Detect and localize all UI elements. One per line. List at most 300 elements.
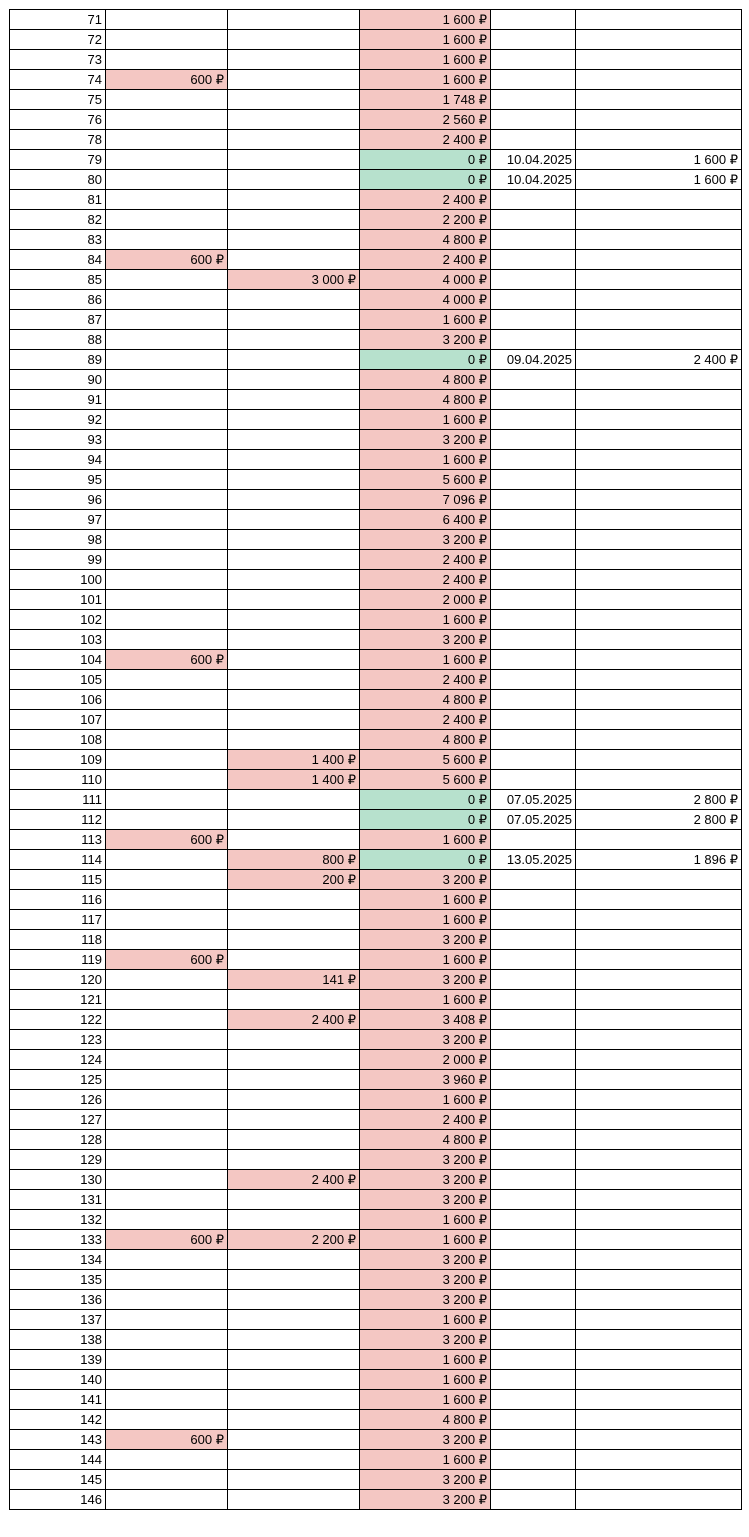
fee-cell[interactable]: [106, 770, 228, 790]
row-number-cell[interactable]: 80: [10, 170, 106, 190]
payment-amount-cell[interactable]: [576, 490, 742, 510]
extra-charge-cell[interactable]: [228, 1350, 360, 1370]
payment-date-cell[interactable]: [491, 670, 576, 690]
fee-cell[interactable]: [106, 1370, 228, 1390]
extra-charge-cell[interactable]: [228, 510, 360, 530]
payment-date-cell[interactable]: [491, 890, 576, 910]
payment-date-cell[interactable]: [491, 1090, 576, 1110]
balance-cell[interactable]: 1 600 ₽: [360, 890, 491, 910]
payment-date-cell[interactable]: [491, 410, 576, 430]
balance-cell[interactable]: 0 ₽: [360, 850, 491, 870]
balance-cell[interactable]: 1 600 ₽: [360, 1370, 491, 1390]
payment-date-cell[interactable]: [491, 390, 576, 410]
payment-date-cell[interactable]: [491, 210, 576, 230]
row-number-cell[interactable]: 76: [10, 110, 106, 130]
payment-date-cell[interactable]: [491, 870, 576, 890]
payment-amount-cell[interactable]: 2 800 ₽: [576, 810, 742, 830]
payment-date-cell[interactable]: [491, 770, 576, 790]
balance-cell[interactable]: 1 600 ₽: [360, 50, 491, 70]
payment-date-cell[interactable]: 09.04.2025: [491, 350, 576, 370]
extra-charge-cell[interactable]: [228, 1370, 360, 1390]
payment-amount-cell[interactable]: [576, 630, 742, 650]
balance-cell[interactable]: 5 600 ₽: [360, 750, 491, 770]
extra-charge-cell[interactable]: [228, 370, 360, 390]
row-number-cell[interactable]: 104: [10, 650, 106, 670]
balance-cell[interactable]: 4 000 ₽: [360, 270, 491, 290]
payment-amount-cell[interactable]: [576, 710, 742, 730]
balance-cell[interactable]: 0 ₽: [360, 170, 491, 190]
balance-cell[interactable]: 1 748 ₽: [360, 90, 491, 110]
row-number-cell[interactable]: 138: [10, 1330, 106, 1350]
row-number-cell[interactable]: 132: [10, 1210, 106, 1230]
fee-cell[interactable]: [106, 930, 228, 950]
fee-cell[interactable]: [106, 1170, 228, 1190]
balance-cell[interactable]: 3 200 ₽: [360, 1190, 491, 1210]
balance-cell[interactable]: 2 400 ₽: [360, 250, 491, 270]
extra-charge-cell[interactable]: [228, 450, 360, 470]
row-number-cell[interactable]: 84: [10, 250, 106, 270]
fee-cell[interactable]: [106, 910, 228, 930]
row-number-cell[interactable]: 78: [10, 130, 106, 150]
row-number-cell[interactable]: 139: [10, 1350, 106, 1370]
balance-cell[interactable]: 6 400 ₽: [360, 510, 491, 530]
balance-cell[interactable]: 3 200 ₽: [360, 330, 491, 350]
balance-cell[interactable]: 1 600 ₽: [360, 830, 491, 850]
row-number-cell[interactable]: 100: [10, 570, 106, 590]
fee-cell[interactable]: [106, 810, 228, 830]
balance-cell[interactable]: 3 200 ₽: [360, 1250, 491, 1270]
payment-date-cell[interactable]: [491, 70, 576, 90]
row-number-cell[interactable]: 140: [10, 1370, 106, 1390]
balance-cell[interactable]: 4 800 ₽: [360, 370, 491, 390]
balance-cell[interactable]: 0 ₽: [360, 150, 491, 170]
payment-amount-cell[interactable]: [576, 410, 742, 430]
payment-date-cell[interactable]: [491, 1270, 576, 1290]
fee-cell[interactable]: [106, 970, 228, 990]
balance-cell[interactable]: 1 600 ₽: [360, 30, 491, 50]
balance-cell[interactable]: 2 400 ₽: [360, 130, 491, 150]
balance-cell[interactable]: 4 800 ₽: [360, 690, 491, 710]
extra-charge-cell[interactable]: [228, 670, 360, 690]
payment-date-cell[interactable]: [491, 1190, 576, 1210]
balance-cell[interactable]: 3 200 ₽: [360, 1490, 491, 1510]
payment-amount-cell[interactable]: [576, 930, 742, 950]
balance-cell[interactable]: 4 800 ₽: [360, 390, 491, 410]
extra-charge-cell[interactable]: [228, 1190, 360, 1210]
payment-amount-cell[interactable]: [576, 370, 742, 390]
row-number-cell[interactable]: 122: [10, 1010, 106, 1030]
payment-amount-cell[interactable]: [576, 1430, 742, 1450]
payment-amount-cell[interactable]: [576, 1490, 742, 1510]
balance-cell[interactable]: 2 400 ₽: [360, 190, 491, 210]
row-number-cell[interactable]: 111: [10, 790, 106, 810]
extra-charge-cell[interactable]: [228, 990, 360, 1010]
balance-cell[interactable]: 1 600 ₽: [360, 1310, 491, 1330]
payment-date-cell[interactable]: [491, 230, 576, 250]
payment-date-cell[interactable]: [491, 110, 576, 130]
fee-cell[interactable]: [106, 210, 228, 230]
extra-charge-cell[interactable]: [228, 90, 360, 110]
fee-cell[interactable]: [106, 570, 228, 590]
extra-charge-cell[interactable]: [228, 1490, 360, 1510]
balance-cell[interactable]: 3 200 ₽: [360, 1270, 491, 1290]
row-number-cell[interactable]: 85: [10, 270, 106, 290]
payment-amount-cell[interactable]: [576, 1030, 742, 1050]
balance-cell[interactable]: 4 800 ₽: [360, 1130, 491, 1150]
row-number-cell[interactable]: 95: [10, 470, 106, 490]
balance-cell[interactable]: 1 600 ₽: [360, 1390, 491, 1410]
fee-cell[interactable]: [106, 510, 228, 530]
fee-cell[interactable]: [106, 230, 228, 250]
payment-date-cell[interactable]: [491, 830, 576, 850]
balance-cell[interactable]: 1 600 ₽: [360, 1210, 491, 1230]
extra-charge-cell[interactable]: [228, 910, 360, 930]
payment-date-cell[interactable]: [491, 690, 576, 710]
balance-cell[interactable]: 2 400 ₽: [360, 570, 491, 590]
extra-charge-cell[interactable]: [228, 590, 360, 610]
row-number-cell[interactable]: 136: [10, 1290, 106, 1310]
extra-charge-cell[interactable]: 141 ₽: [228, 970, 360, 990]
payment-date-cell[interactable]: [491, 930, 576, 950]
payment-amount-cell[interactable]: 2 800 ₽: [576, 790, 742, 810]
payment-date-cell[interactable]: [491, 250, 576, 270]
payment-amount-cell[interactable]: 1 600 ₽: [576, 150, 742, 170]
payment-date-cell[interactable]: [491, 450, 576, 470]
extra-charge-cell[interactable]: [228, 1090, 360, 1110]
extra-charge-cell[interactable]: [228, 1070, 360, 1090]
payment-amount-cell[interactable]: [576, 870, 742, 890]
payment-amount-cell[interactable]: [576, 830, 742, 850]
row-number-cell[interactable]: 82: [10, 210, 106, 230]
payment-amount-cell[interactable]: [576, 1110, 742, 1130]
payment-amount-cell[interactable]: [576, 1090, 742, 1110]
extra-charge-cell[interactable]: [228, 630, 360, 650]
row-number-cell[interactable]: 98: [10, 530, 106, 550]
row-number-cell[interactable]: 144: [10, 1450, 106, 1470]
row-number-cell[interactable]: 113: [10, 830, 106, 850]
row-number-cell[interactable]: 86: [10, 290, 106, 310]
row-number-cell[interactable]: 88: [10, 330, 106, 350]
fee-cell[interactable]: [106, 1050, 228, 1070]
payment-amount-cell[interactable]: [576, 190, 742, 210]
fee-cell[interactable]: [106, 170, 228, 190]
extra-charge-cell[interactable]: [228, 1150, 360, 1170]
fee-cell[interactable]: [106, 590, 228, 610]
extra-charge-cell[interactable]: [228, 350, 360, 370]
fee-cell[interactable]: 600 ₽: [106, 830, 228, 850]
fee-cell[interactable]: [106, 50, 228, 70]
balance-cell[interactable]: 1 600 ₽: [360, 650, 491, 670]
extra-charge-cell[interactable]: 1 400 ₽: [228, 770, 360, 790]
extra-charge-cell[interactable]: [228, 490, 360, 510]
extra-charge-cell[interactable]: [228, 890, 360, 910]
row-number-cell[interactable]: 79: [10, 150, 106, 170]
row-number-cell[interactable]: 73: [10, 50, 106, 70]
payment-date-cell[interactable]: [491, 970, 576, 990]
row-number-cell[interactable]: 145: [10, 1470, 106, 1490]
balance-cell[interactable]: 4 000 ₽: [360, 290, 491, 310]
balance-cell[interactable]: 1 600 ₽: [360, 990, 491, 1010]
balance-cell[interactable]: 2 400 ₽: [360, 670, 491, 690]
payment-amount-cell[interactable]: [576, 210, 742, 230]
balance-cell[interactable]: 3 200 ₽: [360, 1470, 491, 1490]
row-number-cell[interactable]: 131: [10, 1190, 106, 1210]
payment-amount-cell[interactable]: [576, 430, 742, 450]
payment-amount-cell[interactable]: [576, 590, 742, 610]
fee-cell[interactable]: [106, 1290, 228, 1310]
payment-date-cell[interactable]: [491, 1030, 576, 1050]
extra-charge-cell[interactable]: 2 400 ₽: [228, 1010, 360, 1030]
row-number-cell[interactable]: 83: [10, 230, 106, 250]
fee-cell[interactable]: [106, 850, 228, 870]
fee-cell[interactable]: 600 ₽: [106, 650, 228, 670]
fee-cell[interactable]: [106, 30, 228, 50]
fee-cell[interactable]: [106, 1350, 228, 1370]
payment-amount-cell[interactable]: [576, 70, 742, 90]
extra-charge-cell[interactable]: [228, 1050, 360, 1070]
row-number-cell[interactable]: 89: [10, 350, 106, 370]
payment-date-cell[interactable]: [491, 470, 576, 490]
payment-amount-cell[interactable]: [576, 550, 742, 570]
balance-cell[interactable]: 2 400 ₽: [360, 710, 491, 730]
row-number-cell[interactable]: 135: [10, 1270, 106, 1290]
balance-cell[interactable]: 3 200 ₽: [360, 870, 491, 890]
payment-amount-cell[interactable]: [576, 730, 742, 750]
row-number-cell[interactable]: 119: [10, 950, 106, 970]
extra-charge-cell[interactable]: [228, 1470, 360, 1490]
fee-cell[interactable]: [106, 310, 228, 330]
payment-amount-cell[interactable]: [576, 450, 742, 470]
payment-date-cell[interactable]: [491, 610, 576, 630]
row-number-cell[interactable]: 114: [10, 850, 106, 870]
fee-cell[interactable]: [106, 90, 228, 110]
payment-date-cell[interactable]: [491, 1230, 576, 1250]
row-number-cell[interactable]: 74: [10, 70, 106, 90]
fee-cell[interactable]: 600 ₽: [106, 250, 228, 270]
row-number-cell[interactable]: 94: [10, 450, 106, 470]
payment-amount-cell[interactable]: [576, 650, 742, 670]
payment-amount-cell[interactable]: [576, 670, 742, 690]
extra-charge-cell[interactable]: [228, 1290, 360, 1310]
balance-cell[interactable]: 1 600 ₽: [360, 70, 491, 90]
fee-cell[interactable]: [106, 450, 228, 470]
extra-charge-cell[interactable]: [228, 1310, 360, 1330]
extra-charge-cell[interactable]: [228, 1130, 360, 1150]
fee-cell[interactable]: [106, 790, 228, 810]
payment-amount-cell[interactable]: [576, 390, 742, 410]
fee-cell[interactable]: [106, 370, 228, 390]
balance-cell[interactable]: 5 600 ₽: [360, 770, 491, 790]
fee-cell[interactable]: [106, 1190, 228, 1210]
balance-cell[interactable]: 1 600 ₽: [360, 410, 491, 430]
row-number-cell[interactable]: 108: [10, 730, 106, 750]
balance-cell[interactable]: 4 800 ₽: [360, 730, 491, 750]
fee-cell[interactable]: [106, 1490, 228, 1510]
payment-date-cell[interactable]: [491, 990, 576, 1010]
row-number-cell[interactable]: 101: [10, 590, 106, 610]
fee-cell[interactable]: [106, 1090, 228, 1110]
payment-amount-cell[interactable]: [576, 290, 742, 310]
fee-cell[interactable]: [106, 350, 228, 370]
row-number-cell[interactable]: 134: [10, 1250, 106, 1270]
payment-amount-cell[interactable]: [576, 950, 742, 970]
extra-charge-cell[interactable]: [228, 930, 360, 950]
payment-date-cell[interactable]: [491, 590, 576, 610]
fee-cell[interactable]: [106, 410, 228, 430]
fee-cell[interactable]: 600 ₽: [106, 1230, 228, 1250]
payment-date-cell[interactable]: [491, 1430, 576, 1450]
balance-cell[interactable]: 2 400 ₽: [360, 550, 491, 570]
fee-cell[interactable]: [106, 1270, 228, 1290]
balance-cell[interactable]: 3 200 ₽: [360, 1030, 491, 1050]
payment-date-cell[interactable]: [491, 1070, 576, 1090]
extra-charge-cell[interactable]: [228, 1410, 360, 1430]
balance-cell[interactable]: 2 200 ₽: [360, 210, 491, 230]
payment-date-cell[interactable]: [491, 90, 576, 110]
payment-date-cell[interactable]: [491, 1050, 576, 1070]
row-number-cell[interactable]: 72: [10, 30, 106, 50]
payment-amount-cell[interactable]: [576, 230, 742, 250]
row-number-cell[interactable]: 71: [10, 10, 106, 30]
row-number-cell[interactable]: 99: [10, 550, 106, 570]
fee-cell[interactable]: [106, 1110, 228, 1130]
payment-date-cell[interactable]: [491, 430, 576, 450]
row-number-cell[interactable]: 130: [10, 1170, 106, 1190]
fee-cell[interactable]: [106, 670, 228, 690]
payment-date-cell[interactable]: [491, 750, 576, 770]
extra-charge-cell[interactable]: [228, 610, 360, 630]
balance-cell[interactable]: 4 800 ₽: [360, 230, 491, 250]
fee-cell[interactable]: [106, 430, 228, 450]
extra-charge-cell[interactable]: [228, 70, 360, 90]
payment-date-cell[interactable]: [491, 910, 576, 930]
extra-charge-cell[interactable]: 2 400 ₽: [228, 1170, 360, 1190]
fee-cell[interactable]: [106, 390, 228, 410]
extra-charge-cell[interactable]: [228, 410, 360, 430]
balance-cell[interactable]: 0 ₽: [360, 350, 491, 370]
fee-cell[interactable]: [106, 470, 228, 490]
payment-amount-cell[interactable]: [576, 1450, 742, 1470]
row-number-cell[interactable]: 127: [10, 1110, 106, 1130]
payment-amount-cell[interactable]: [576, 30, 742, 50]
fee-cell[interactable]: [106, 750, 228, 770]
fee-cell[interactable]: [106, 150, 228, 170]
payment-amount-cell[interactable]: [576, 1050, 742, 1070]
payment-date-cell[interactable]: [491, 130, 576, 150]
extra-charge-cell[interactable]: [228, 710, 360, 730]
row-number-cell[interactable]: 137: [10, 1310, 106, 1330]
extra-charge-cell[interactable]: [228, 1250, 360, 1270]
extra-charge-cell[interactable]: [228, 830, 360, 850]
row-number-cell[interactable]: 128: [10, 1130, 106, 1150]
row-number-cell[interactable]: 133: [10, 1230, 106, 1250]
balance-cell[interactable]: 5 600 ₽: [360, 470, 491, 490]
payment-date-cell[interactable]: 13.05.2025: [491, 850, 576, 870]
extra-charge-cell[interactable]: 800 ₽: [228, 850, 360, 870]
payment-amount-cell[interactable]: [576, 250, 742, 270]
extra-charge-cell[interactable]: [228, 790, 360, 810]
row-number-cell[interactable]: 142: [10, 1410, 106, 1430]
row-number-cell[interactable]: 124: [10, 1050, 106, 1070]
row-number-cell[interactable]: 90: [10, 370, 106, 390]
balance-cell[interactable]: 3 200 ₽: [360, 1330, 491, 1350]
payment-amount-cell[interactable]: [576, 570, 742, 590]
balance-cell[interactable]: 3 960 ₽: [360, 1070, 491, 1090]
payment-amount-cell[interactable]: [576, 1290, 742, 1310]
fee-cell[interactable]: [106, 1130, 228, 1150]
payment-amount-cell[interactable]: 1 896 ₽: [576, 850, 742, 870]
extra-charge-cell[interactable]: [228, 110, 360, 130]
extra-charge-cell[interactable]: [228, 1430, 360, 1450]
fee-cell[interactable]: [106, 870, 228, 890]
balance-cell[interactable]: 3 200 ₽: [360, 1170, 491, 1190]
payment-amount-cell[interactable]: [576, 990, 742, 1010]
balance-cell[interactable]: 1 600 ₽: [360, 1450, 491, 1470]
extra-charge-cell[interactable]: [228, 1030, 360, 1050]
fee-cell[interactable]: [106, 990, 228, 1010]
payment-amount-cell[interactable]: [576, 90, 742, 110]
payment-date-cell[interactable]: [491, 290, 576, 310]
payment-date-cell[interactable]: [491, 1250, 576, 1270]
payment-amount-cell[interactable]: 1 600 ₽: [576, 170, 742, 190]
extra-charge-cell[interactable]: [228, 950, 360, 970]
balance-cell[interactable]: 3 200 ₽: [360, 1150, 491, 1170]
fee-cell[interactable]: 600 ₽: [106, 70, 228, 90]
extra-charge-cell[interactable]: [228, 650, 360, 670]
payment-date-cell[interactable]: [491, 1170, 576, 1190]
row-number-cell[interactable]: 105: [10, 670, 106, 690]
row-number-cell[interactable]: 121: [10, 990, 106, 1010]
payment-date-cell[interactable]: [491, 1410, 576, 1430]
balance-cell[interactable]: 2 560 ₽: [360, 110, 491, 130]
payment-amount-cell[interactable]: [576, 1390, 742, 1410]
payment-date-cell[interactable]: [491, 30, 576, 50]
row-number-cell[interactable]: 91: [10, 390, 106, 410]
extra-charge-cell[interactable]: [228, 1210, 360, 1230]
payment-amount-cell[interactable]: [576, 470, 742, 490]
payment-date-cell[interactable]: [491, 1290, 576, 1310]
payment-date-cell[interactable]: [491, 370, 576, 390]
payment-amount-cell[interactable]: [576, 890, 742, 910]
payment-amount-cell[interactable]: [576, 1190, 742, 1210]
payment-amount-cell[interactable]: [576, 330, 742, 350]
payment-amount-cell[interactable]: [576, 1170, 742, 1190]
balance-cell[interactable]: 0 ₽: [360, 810, 491, 830]
fee-cell[interactable]: [106, 690, 228, 710]
fee-cell[interactable]: [106, 1030, 228, 1050]
fee-cell[interactable]: [106, 1470, 228, 1490]
row-number-cell[interactable]: 102: [10, 610, 106, 630]
payment-date-cell[interactable]: [491, 190, 576, 210]
payment-amount-cell[interactable]: [576, 1370, 742, 1390]
extra-charge-cell[interactable]: [228, 50, 360, 70]
extra-charge-cell[interactable]: [228, 470, 360, 490]
row-number-cell[interactable]: 117: [10, 910, 106, 930]
fee-cell[interactable]: [106, 1330, 228, 1350]
extra-charge-cell[interactable]: 1 400 ₽: [228, 750, 360, 770]
payment-amount-cell[interactable]: [576, 10, 742, 30]
balance-cell[interactable]: 3 200 ₽: [360, 1430, 491, 1450]
fee-cell[interactable]: [106, 110, 228, 130]
payment-amount-cell[interactable]: [576, 1250, 742, 1270]
fee-cell[interactable]: [106, 330, 228, 350]
payment-amount-cell[interactable]: [576, 1230, 742, 1250]
extra-charge-cell[interactable]: 2 200 ₽: [228, 1230, 360, 1250]
balance-cell[interactable]: 3 200 ₽: [360, 630, 491, 650]
payment-date-cell[interactable]: [491, 510, 576, 530]
extra-charge-cell[interactable]: [228, 190, 360, 210]
fee-cell[interactable]: [106, 1450, 228, 1470]
